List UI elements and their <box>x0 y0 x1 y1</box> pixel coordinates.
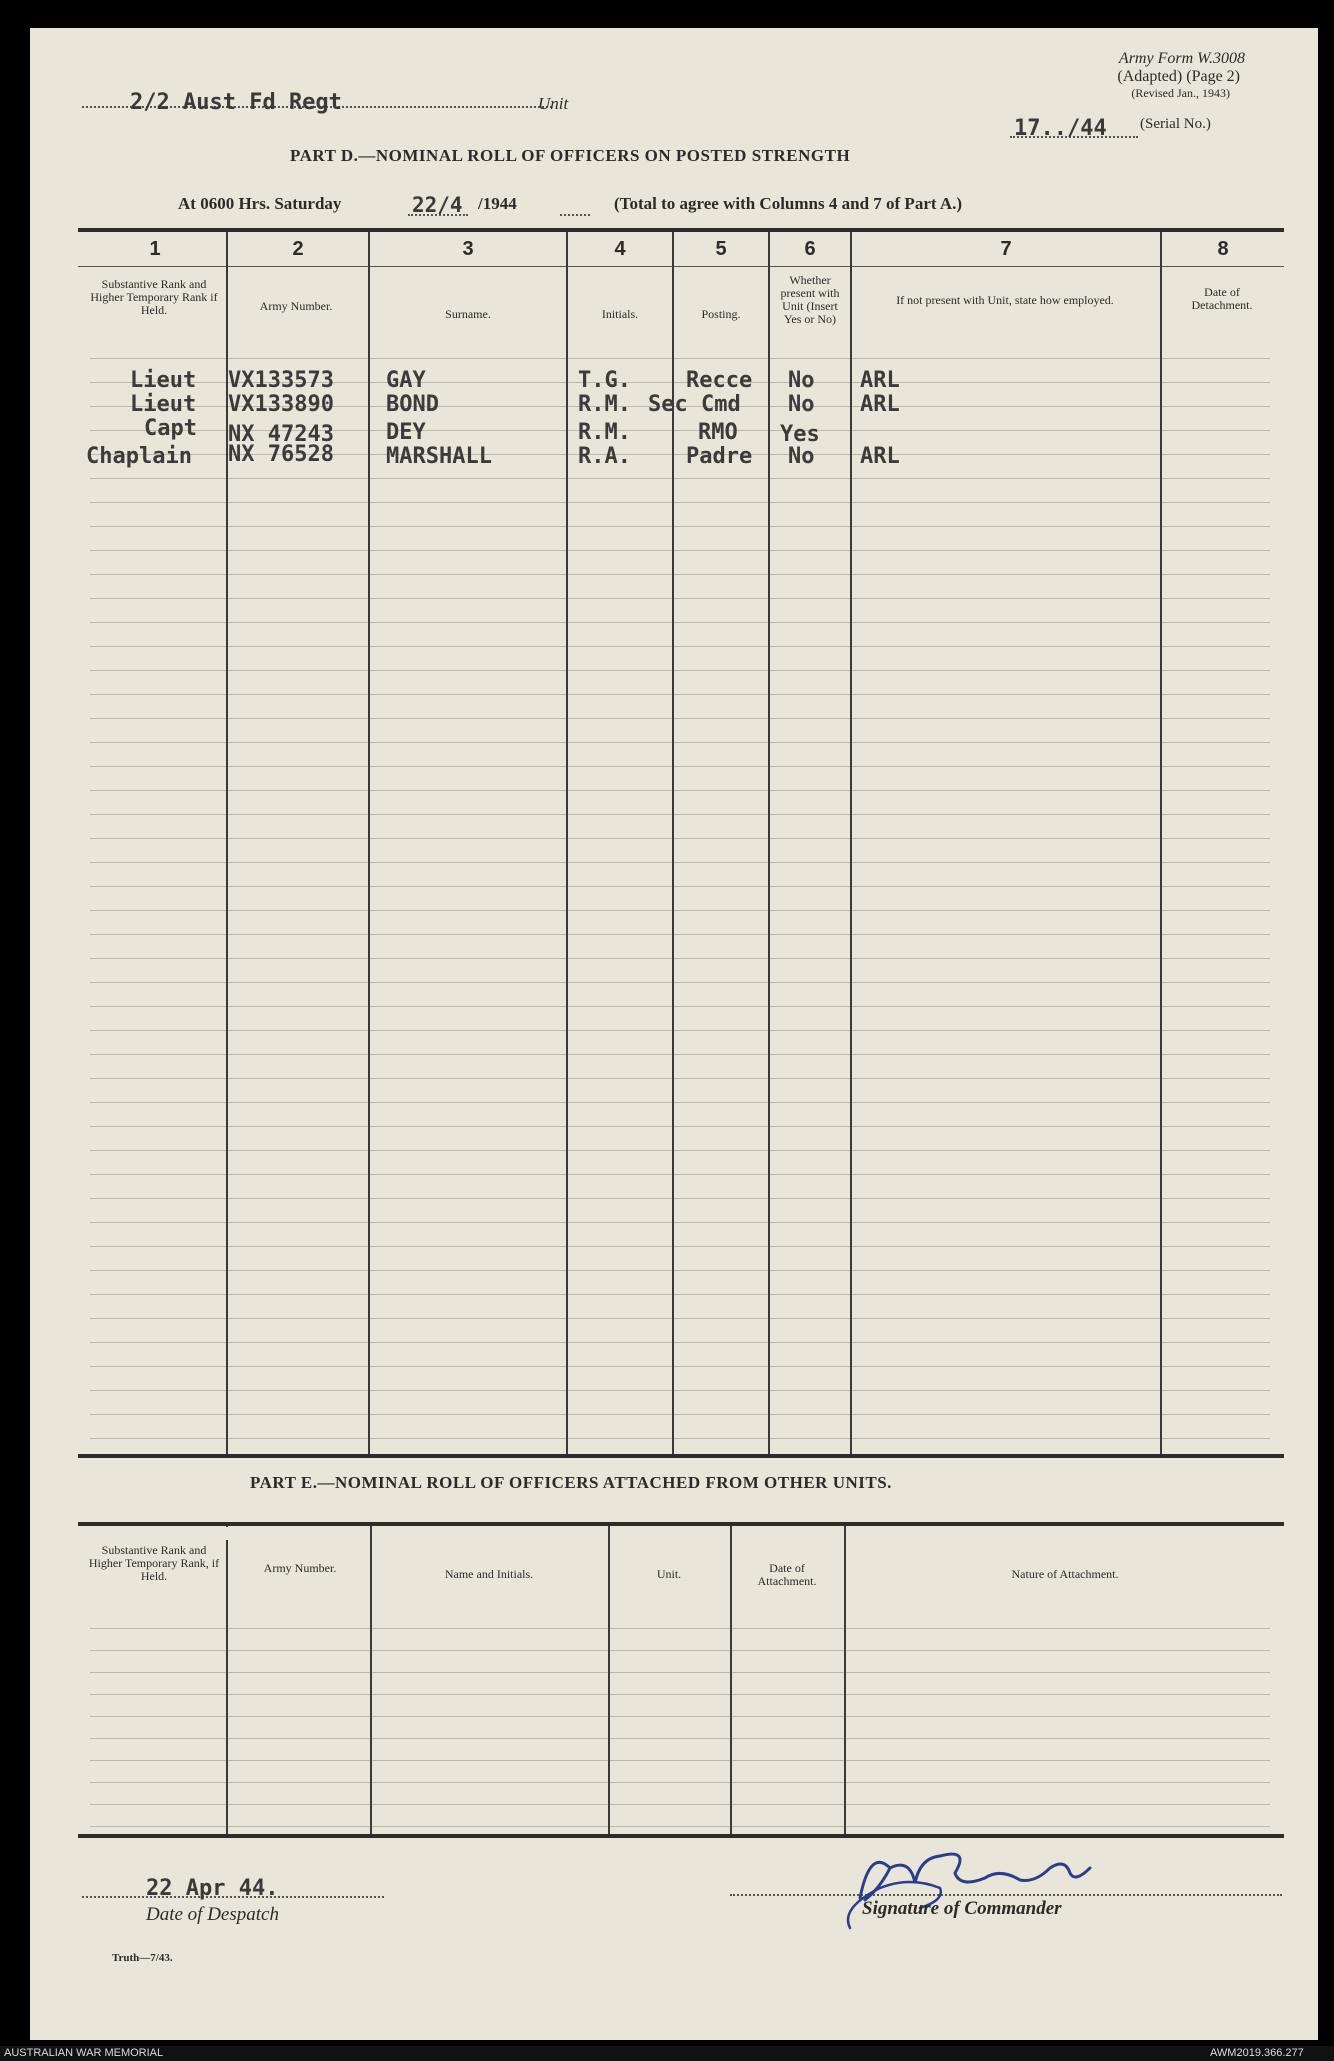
serial-value: 17../44 <box>1014 116 1107 141</box>
present-cell: No <box>788 368 815 393</box>
present-cell: Yes <box>780 422 820 447</box>
ruled-line <box>90 478 1270 479</box>
despatch-date-label: Date of Despatch <box>146 1904 279 1925</box>
col-num-5: 5 <box>715 238 727 260</box>
ruled-line <box>90 1716 1270 1717</box>
e-col-divider-4 <box>730 1526 732 1834</box>
form-page <box>30 28 1318 2040</box>
initials-cell: R.M. <box>578 420 631 445</box>
ruled-line <box>90 982 1270 983</box>
archive-strip <box>0 2046 1334 2061</box>
ruled-line <box>90 934 1270 935</box>
col-divider-5 <box>768 232 770 1454</box>
col-num-4: 4 <box>614 238 626 260</box>
ruled-line <box>90 1738 1270 1739</box>
ruled-line <box>90 790 1270 791</box>
ruled-line <box>90 1804 1270 1805</box>
ruled-line <box>90 1246 1270 1247</box>
rank-cell: Capt <box>144 416 197 441</box>
rank-cell: Lieut <box>130 392 197 417</box>
initials-cell: R.A. <box>578 444 631 469</box>
signature-label: Signature of Commander <box>862 1898 1062 1919</box>
ruled-line <box>90 526 1270 527</box>
posting-cell: Recce <box>686 368 753 393</box>
rank-cell: Lieut <box>130 368 197 393</box>
present-cell: No <box>788 444 815 469</box>
ruled-line <box>90 1054 1270 1055</box>
ruled-line <box>90 574 1270 575</box>
ruled-line <box>90 1650 1270 1651</box>
employed-cell: ARL <box>860 392 900 417</box>
e-col-head-rank: Substantive Rank and Higher Temporary Rank, if Held. <box>88 1543 220 1583</box>
col-head-rank: Substantive Rank and Higher Temporary Rank if Held. <box>90 277 218 317</box>
army-number-cell: NX 76528 <box>228 442 334 467</box>
ruled-line <box>90 1270 1270 1271</box>
ruled-line <box>90 1694 1270 1695</box>
surname-cell: GAY <box>386 368 426 393</box>
ruled-line <box>90 718 1270 719</box>
ruled-line <box>90 1826 1270 1827</box>
adapted-label: (Adapted) (Page 2) <box>1117 68 1240 85</box>
e-col-head-army-number: Army Number. <box>263 1561 337 1575</box>
ruled-line <box>90 862 1270 863</box>
ruled-line <box>90 550 1270 551</box>
ruled-line <box>90 694 1270 695</box>
army-number-cell: VX133573 <box>228 368 334 393</box>
col-head-surname: Surname. <box>445 307 491 321</box>
ruled-line <box>90 358 1270 359</box>
ruled-line <box>90 1672 1270 1673</box>
signature-mark <box>820 1828 1130 1938</box>
ruled-line <box>90 1126 1270 1127</box>
col-num-8: 8 <box>1217 238 1229 260</box>
ruled-line <box>90 1078 1270 1079</box>
unit-label: Unit <box>538 94 569 113</box>
spacer <box>226 1526 228 1527</box>
col-head-posting: Posting. <box>701 307 741 321</box>
ruled-line <box>90 670 1270 671</box>
ruled-line <box>90 1150 1270 1151</box>
ruled-line <box>90 1198 1270 1199</box>
ruled-line <box>90 1366 1270 1367</box>
initials-cell: T.G. <box>578 368 631 393</box>
ruled-line <box>90 1030 1270 1031</box>
ruled-line <box>90 1414 1270 1415</box>
year-value: /1944 <box>478 194 517 213</box>
ruled-line <box>90 1760 1270 1761</box>
ruled-line <box>90 1222 1270 1223</box>
ruled-line <box>90 1174 1270 1175</box>
ruled-line <box>90 814 1270 815</box>
ruled-line <box>90 742 1270 743</box>
army-form-label: Army Form W.3008 <box>1118 50 1245 67</box>
unit-value: 2/2 Aust Fd Regt <box>130 90 342 115</box>
e-col-head-unit: Unit. <box>656 1567 682 1581</box>
col-num-7: 7 <box>1000 238 1012 260</box>
col-head-army-number: Army Number. <box>259 299 333 313</box>
col-head-present: Whether present with Unit (Insert Yes or No) <box>780 273 840 326</box>
ruled-line <box>90 598 1270 599</box>
ruled-line <box>90 958 1270 959</box>
part-e-title: PART E.—NOMINAL ROLL OF OFFICERS ATTACHED FROM OTHER UNITS. <box>250 1473 892 1492</box>
posting-cell: RMO <box>698 420 738 445</box>
e-col-head-date: Date of Attachment. <box>757 1561 817 1588</box>
ruled-line <box>90 910 1270 911</box>
ruled-line <box>90 1782 1270 1783</box>
army-number-cell: VX133890 <box>228 392 334 417</box>
at-time-label: At 0600 Hrs. Saturday <box>178 194 342 213</box>
col-number-rule <box>78 266 1284 267</box>
present-cell: No <box>788 392 815 417</box>
army-number-cell: NX 47243 <box>228 422 334 447</box>
e-col-divider-5 <box>844 1526 846 1834</box>
ruled-line <box>90 1318 1270 1319</box>
ruled-line <box>90 1006 1270 1007</box>
col-head-detachment: Date of Detachment. <box>1191 285 1253 312</box>
ruled-line <box>90 1102 1270 1103</box>
rank-cell: Chaplain <box>86 444 192 469</box>
ruled-line <box>90 502 1270 503</box>
e-col-head-name: Name and Initials. <box>444 1567 534 1581</box>
col-num-1: 1 <box>149 238 161 260</box>
employed-cell: ARL <box>860 444 900 469</box>
ruled-line <box>90 1438 1270 1439</box>
printer-imprint: Truth—7/43. <box>112 1952 173 1964</box>
date-value: 22/4 <box>412 193 463 217</box>
e-col-divider-2 <box>370 1526 372 1834</box>
e-col-head-nature: Nature of Attachment. <box>1011 1567 1119 1581</box>
ruled-line <box>90 886 1270 887</box>
posting-cell: Sec Cmd <box>648 392 741 417</box>
ruled-line <box>90 766 1270 767</box>
despatch-date-value: 22 Apr 44. <box>146 1876 279 1901</box>
ruled-line <box>90 1390 1270 1391</box>
ruled-line <box>90 646 1270 647</box>
serial-label: (Serial No.) <box>1140 116 1211 132</box>
col-head-initials: Initials. <box>601 307 639 321</box>
col-num-6: 6 <box>804 238 816 260</box>
posting-cell: Padre <box>686 444 753 469</box>
col-divider-6 <box>850 232 852 1454</box>
col-divider-3 <box>566 232 568 1454</box>
archive-strip-left: AUSTRALIAN WAR MEMORIAL <box>4 2047 164 2059</box>
initials-cell: R.M. <box>578 392 631 417</box>
part-d-top-rule <box>78 228 1284 232</box>
employed-cell: ARL <box>860 368 900 393</box>
e-col-divider-1 <box>226 1540 228 1834</box>
ruled-line <box>90 1294 1270 1295</box>
total-note: (Total to agree with Columns 4 and 7 of Part A.) <box>614 194 963 213</box>
col-divider-7 <box>1160 232 1162 1454</box>
ruled-line <box>90 1628 1270 1629</box>
surname-cell: BOND <box>386 392 439 417</box>
archive-strip-right: AWM2019.366.277 <box>1210 2047 1304 2059</box>
col-head-employed: If not present with Unit, state how employed. <box>896 293 1114 307</box>
part-d-title: PART D.—NOMINAL ROLL OF OFFICERS ON POSTED STRENGTH <box>290 146 851 165</box>
col-num-2: 2 <box>292 238 304 260</box>
year-dotted-line <box>560 214 590 216</box>
ruled-line <box>90 1342 1270 1343</box>
col-num-3: 3 <box>462 238 474 260</box>
surname-cell: DEY <box>386 420 426 445</box>
revised-label: (Revised Jan., 1943) <box>1131 86 1230 100</box>
part-d-bottom-rule <box>78 1454 1284 1458</box>
ruled-line <box>90 838 1270 839</box>
part-e-top-rule <box>78 1522 1284 1526</box>
surname-cell: MARSHALL <box>386 444 492 469</box>
col-divider-2 <box>368 232 370 1454</box>
ruled-line <box>90 622 1270 623</box>
